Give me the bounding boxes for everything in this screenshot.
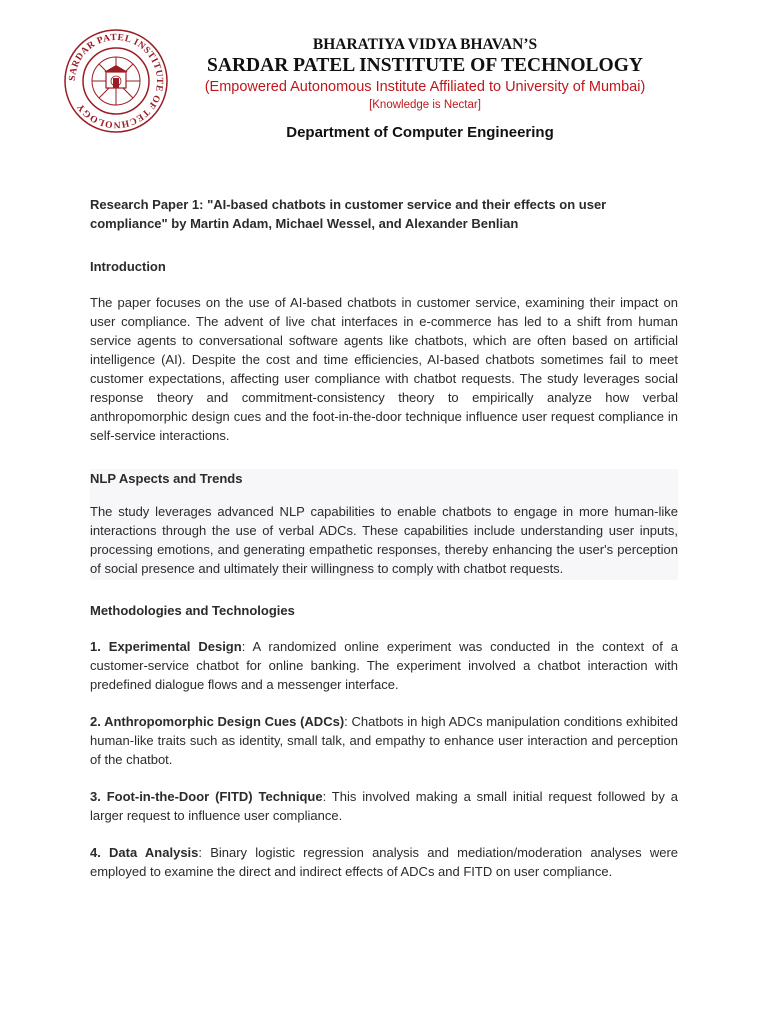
- affiliation-text: (Empowered Autonomous Institute Affiliated to University of Mumbai): [204, 79, 646, 95]
- method-item-label: 3. Foot-in-the-Door (FITD) Technique: [90, 789, 323, 804]
- method-item: [90, 712, 678, 769]
- introduction-paragraph: The paper focuses on the use of AI-based chatbots in customer service, examining their impact on user compliance. The advent of live chat interfaces in e-commerce has led to a shift from human service agents to conversational software agents like chatbots, which are often based on artificial intelligence (AI). Despite the cost and time efficiencies, AI-based chatbots sometimes fail to meet customer expectations, affecting user compliance with chatbot requests. The study leverages social response theory and commitment-consistency theory to empirically analyze how verbal anthropomorphic design cues and the foot-in-the-door technique influence user request compliance in self-service interactions.: [90, 295, 678, 443]
- method-item: [90, 843, 678, 881]
- method-item-label: 2. Anthropomorphic Design Cues (ADCs): [90, 714, 345, 729]
- nlp-heading: NLP Aspects and Trends: [90, 471, 243, 486]
- method-item-text: : A randomized online experiment was conducted in the context of a customer-service chatbot for online banking. The experiment involved a chatbot interaction with predefined dialogue flows and a messenger interface.: [90, 639, 679, 692]
- method-item-text: : This involved making a small initial request followed by a larger request to influence user compliance.: [90, 789, 678, 823]
- document-body: [90, 195, 678, 899]
- nlp-section-block: [90, 469, 678, 580]
- methods-heading: Methodologies and Technologies: [90, 603, 295, 618]
- method-item-label: 4. Data Analysis: [90, 845, 199, 860]
- method-item: [90, 637, 678, 694]
- method-item-text: : Chatbots in high ADCs manipulation conditions exhibited human-like traits such as identity, small talk, and empathy to enhance user interaction and perception of the chatbot.: [90, 714, 678, 767]
- institute-seal-logo: [63, 28, 169, 134]
- institute-name: SARDAR PATEL INSTITUTE OF TECHNOLOGY: [207, 55, 643, 76]
- motto-text: [Knowledge is Nectar]: [369, 99, 481, 111]
- letterhead: [0, 0, 768, 160]
- method-item: [90, 787, 678, 825]
- organization-name: BHARATIYA VIDYA BHAVAN’S: [312, 36, 538, 53]
- department-name: Department of Computer Engineering: [286, 124, 554, 141]
- nlp-paragraph: The study leverages advanced NLP capabilities to enable chatbots to engage in more human-like interactions through the use of verbal ADCs. These capabilities include understanding user inputs, processing emotions, and generating empathetic responses, thereby enhancing the user's perception of social presence and ultimately their willingness to comply with chatbot requests.: [90, 504, 678, 576]
- method-item-text: : Binary logistic regression analysis and mediation/moderation analyses were employed to examine the direct and indirect effects of ADCs and FITD on user compliance.: [90, 845, 679, 879]
- introduction-heading: Introduction: [90, 259, 166, 274]
- svg-text:SARDAR PATEL INSTITUTE OF TECH: SARDAR PATEL INSTITUTE OF TECHNOLOGY: [67, 32, 165, 130]
- method-item-label: 1. Experimental Design: [90, 639, 242, 654]
- paper-title: Research Paper 1: "AI-based chatbots in customer service and their effects on user compliance" by Martin Adam, Michael Wessel, and Alexander Benlian: [90, 197, 607, 231]
